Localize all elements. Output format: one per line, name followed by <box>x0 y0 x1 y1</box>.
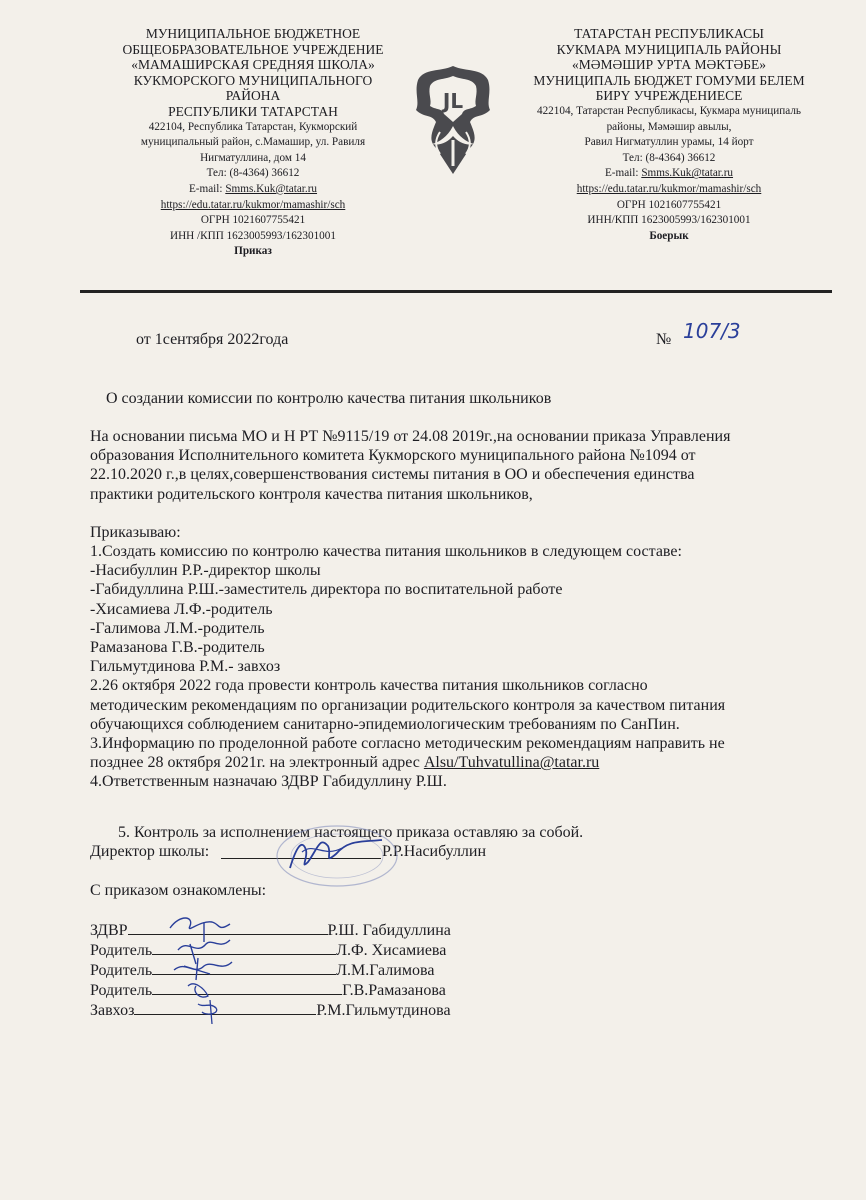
header-left-doc-type: Приказ <box>234 245 272 258</box>
header-left-site-link[interactable]: https://edu.tatar.ru/kukmor/mamashir/sch <box>160 198 346 211</box>
header-right-email-label: E-mail: <box>604 167 642 180</box>
header-right-inn: ИНН/КПП 1623005993/162301001 <box>587 214 751 227</box>
signature-name: Л.Ф. Хисамиева <box>336 942 447 959</box>
item2-line: методическим рекомендациям по организации родительского контроля за качеством питания <box>90 696 726 714</box>
member-line: -Хисамиева Л.Ф.-родитель <box>90 600 273 618</box>
signature-row <box>90 960 434 980</box>
signature-role: ЗДВР <box>90 922 128 939</box>
signature-row <box>90 1000 451 1020</box>
order-date: от 1сентября 2022года <box>136 331 289 348</box>
member-line: -Габидуллина Р.Ш.-заместитель директора по воспитательной работе <box>90 581 563 599</box>
header-right <box>506 26 832 244</box>
member-line: Рамазанова Г.В.-родитель <box>90 639 265 657</box>
item2-line: обучающихся соблюдением санитарно-эпидемиологическим требованиям по СанПин. <box>90 715 680 733</box>
header-right-line3: «МӘМӘШИР УРТА МӘКТӘБЕ» <box>572 57 766 73</box>
header-right-ogrn: ОГРН 1021607755421 <box>616 198 722 211</box>
order-number-label: № <box>656 331 672 348</box>
header-left-line3: «МАМАШИРСКАЯ СРЕДНЯЯ ШКОЛА» <box>131 57 375 73</box>
header-divider <box>80 290 832 293</box>
item3-line2 <box>90 753 790 772</box>
header-left-line2: ОБЩЕОБРАЗОВАТЕЛЬНОЕ УЧРЕЖДЕНИЕ <box>122 41 384 57</box>
signature-row <box>90 980 446 1000</box>
header-left-address2: муниципальный район, с.Мамашир, ул. Равиля <box>140 136 366 149</box>
header-left-address1: 422104, Республика Татарстан, Кукморский <box>148 120 358 133</box>
header-left-line5: РАЙОНА <box>225 88 281 104</box>
header-left-line1: МУНИЦИПАЛЬНОЕ БЮДЖЕТНОЕ <box>145 26 361 41</box>
header-right-line2: КУКМАРА МУНИЦИПАЛЬ РАЙОНЫ <box>556 41 782 57</box>
header-left-ogrn: ОГРН 1021607755421 <box>200 214 306 227</box>
signature-name: Г.В.Рамазанова <box>342 982 446 999</box>
header-left <box>88 26 418 260</box>
header-right-address3: Равил Нигматуллин урамы, 14 йорт <box>584 136 754 149</box>
header-right-site-link[interactable]: https://edu.tatar.ru/kukmor/mamashir/sch <box>576 182 762 195</box>
item2-line: 2.26 октября 2022 года провести контроль качества питания школьников согласно <box>90 677 648 695</box>
handwritten-signatures-icon <box>160 908 250 1028</box>
header-left-line6: РЕСПУБЛИКИ ТАТАРСТАН <box>168 103 338 119</box>
item3-email-link[interactable]: Alsu/Tuhvatullina@tatar.ru <box>423 754 600 772</box>
header-right-doc-type: Боерык <box>649 229 689 242</box>
svg-text:JL: JL <box>442 89 464 113</box>
header-left-email-line <box>88 182 418 198</box>
signature-role: Родитель <box>90 942 153 959</box>
header-left-email-link[interactable]: Smms.Kuk@tatar.ru <box>225 182 318 195</box>
header-right-line4: МУНИЦИПАЛЬ БЮДЖЕТ ГОМУМИ БЕЛЕМ <box>533 72 805 88</box>
school-emblem-icon <box>410 62 496 178</box>
header-left-address3: Нигматуллина, дом 14 <box>200 151 306 164</box>
signature-name: Р.М.Гильмутдинова <box>316 1002 451 1019</box>
signature-name: Р.Ш. Габидуллина <box>327 922 451 939</box>
order-word: Приказываю: <box>90 523 181 541</box>
header-left-line4: КУКМОРСКОГО МУНИЦИПАЛЬНОГО <box>133 72 373 88</box>
body-line: образования Исполнительного комитета Кукморского муниципального района №1094 от <box>90 447 696 465</box>
acknowledgement-heading: С приказом ознакомлены: <box>90 882 267 899</box>
order-number-handwritten: 107/3 <box>683 319 741 343</box>
director-label: Директор школы: <box>90 843 210 860</box>
header-right-email-line <box>506 166 832 182</box>
body-line: практики родительского контроля качества питания школьников, <box>90 485 533 503</box>
header-left-phone: Тел: (8-4364) 36612 <box>206 167 300 180</box>
header-right-line1: ТАТАРСТАН РЕСПУБЛИКАСЫ <box>574 26 764 41</box>
signature-row <box>90 940 446 960</box>
header-right-line5: БИРҮ УЧРЕЖДЕНИЕСЕ <box>595 88 743 104</box>
item3-prefix: позднее 28 октября 2021г. на электронный адрес <box>90 754 424 772</box>
member-line: -Галимова Л.М.-родитель <box>90 619 265 637</box>
header-left-inn: ИНН /КПП 1623005993/162301001 <box>170 229 336 242</box>
director-name: Р.Р.Насибуллин <box>382 843 487 860</box>
signature-role: Родитель <box>90 962 153 979</box>
control-clause: 5. Контроль за исполнением настоящего приказа оставляю за собой. <box>118 824 584 841</box>
header-right-address2: районы, Мәмәшир авылы, <box>606 120 732 133</box>
order-body <box>90 427 790 792</box>
item1: 1.Создать комиссию по контролю качества питания школьников в следующем составе: <box>90 543 682 561</box>
header-right-email-link[interactable]: Smms.Kuk@tatar.ru <box>641 167 734 180</box>
body-line: 22.10.2020 г.,в целях,совершенствования системы питания в ОО и обеспечения единства <box>90 466 695 484</box>
header-left-email-label: E-mail: <box>188 182 226 195</box>
member-line: Гильмутдинова Р.М.- завхоз <box>90 658 281 676</box>
order-subject: О создании комиссии по контролю качества питания школьников <box>106 390 552 407</box>
body-line: На основании письма МО и Н РТ №9115/19 от 24.08 2019г.,на основании приказа Управления <box>90 428 731 445</box>
signature-role: Завхоз <box>90 1002 135 1019</box>
member-line: -Насибуллин Р.Р.-директор школы <box>90 562 321 580</box>
item4: 4.Ответственным назначаю ЗДВР Габидуллину Р.Ш. <box>90 773 447 791</box>
signature-name: Л.М.Галимова <box>336 962 435 979</box>
header-right-phone: Тел: (8-4364) 36612 <box>622 151 716 164</box>
signature-role: Родитель <box>90 982 153 999</box>
item3-line1: 3.Информацию по проделонной работе согласно методическим рекомендациям направить не <box>90 735 725 753</box>
paragraph-gap <box>90 504 790 523</box>
signature-row <box>90 920 451 940</box>
director-signature-stamp-icon <box>262 818 412 888</box>
header-right-address1: 422104, Татарстан Республикасы, Кукмара муниципаль <box>536 104 802 117</box>
